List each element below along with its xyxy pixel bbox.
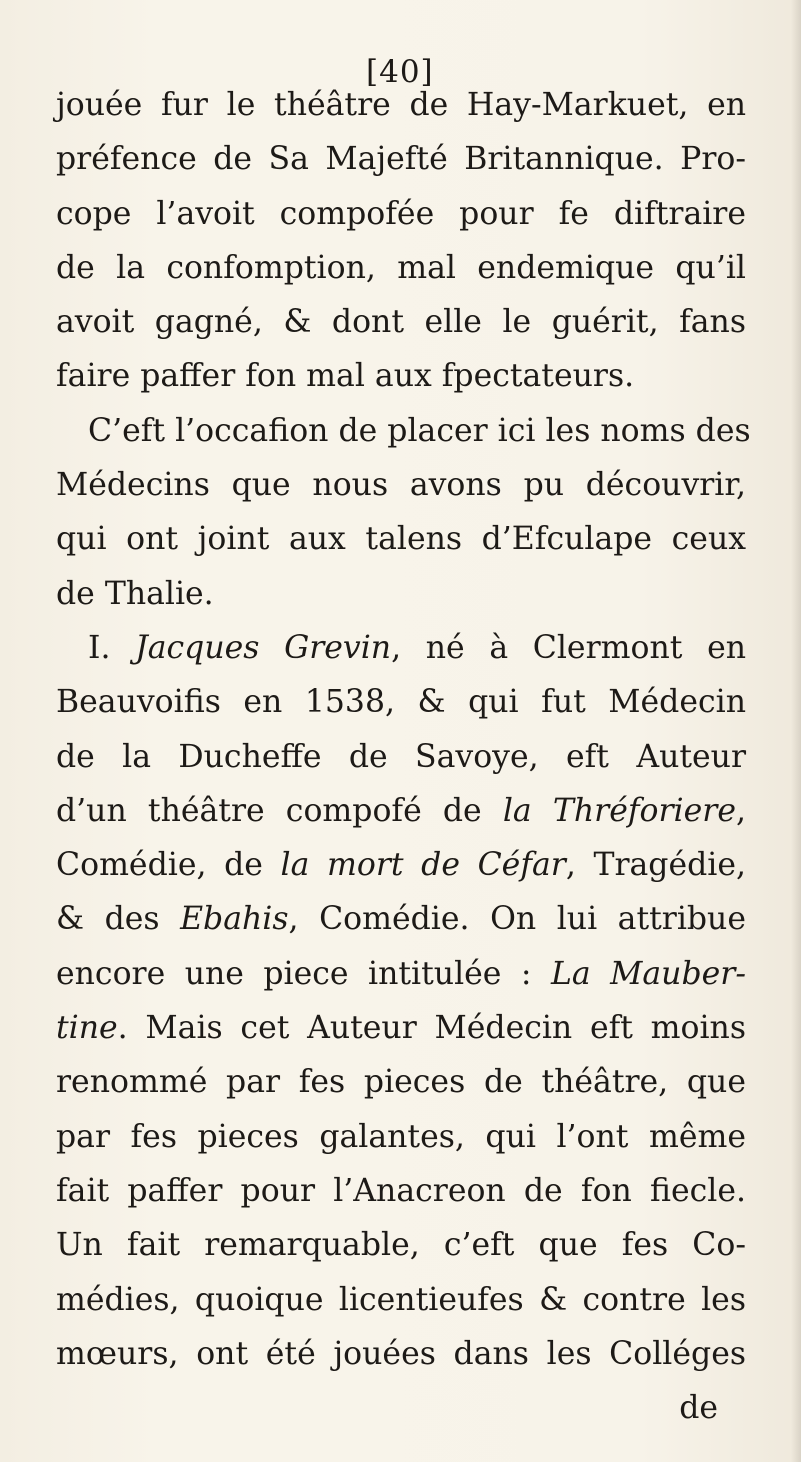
text-line: faire paffer fon mal aux fpectateurs. [56,358,635,395]
text-line [56,784,746,838]
text-line [56,1001,746,1055]
text-run: . Mais cet Auteur Médecin eft moins [117,1010,746,1047]
work-title: tine [56,1010,118,1047]
text-line: par fes pieces galantes, qui l’ont même [56,1118,746,1155]
work-title: La Mauber- [550,955,746,992]
text-line [56,838,746,892]
text-run: I. [88,629,136,666]
page-number: [40] [366,54,434,90]
text-run: , né à Clermont en [391,629,746,666]
text-run: d’un théâtre compofé de [56,792,503,829]
text-line: de la confomption, mal endemique qu’il [56,249,746,286]
text-run: encore une piece intitulée : [56,955,551,992]
text-line: de la Ducheffe de Savoye, eft Auteur [56,738,746,775]
text-line: cope l’avoit compofée pour fe diftraire [56,195,746,232]
text-line: qui ont joint aux talens d’Efculape ceux [56,521,746,558]
text-line [56,947,746,1001]
text-run: , Comédie. On lui attribue [288,901,746,938]
text-line: jouée fur le théâtre de Hay-Markuet, en [56,87,746,123]
paragraph-start: C’eft l’occafion de placer ici les noms des [88,412,751,449]
text-line: renommé par fes pieces de théâtre, que [56,1064,746,1101]
text-run: , Tragédie, [565,847,746,884]
text-line: avoit gagné, & dont elle le guérit, fans [56,304,746,341]
text-line: de Thalie. [56,575,214,612]
text-line [56,892,746,946]
text-line: fait paffer pour l’Anacreon de fon fiecle. [56,1172,746,1209]
text-line: Un fait remarquable, c’eft que fes Co- [56,1227,746,1264]
text-run: Comédie, de [56,847,281,884]
text-line: médies, quoique licentieufes & contre les [56,1281,746,1318]
work-title: Ebahis [180,901,289,938]
paragraph-start [56,621,746,675]
text-line: mœurs, ont été jouées dans les Colléges [56,1335,746,1372]
text-line: Médecins que nous avons pu découvrir, [56,467,746,504]
work-title: la Thréforiere [502,792,736,829]
text-run: , [735,792,746,829]
work-title: la mort de Céfar [280,847,566,884]
author-name: Jacques Grevin [135,629,392,666]
catchword: de [679,1390,718,1427]
body-text [56,78,751,1435]
page-edge-shadow [791,0,801,1462]
text-run: & des [56,901,181,938]
text-line: préfence de Sa Majefté Britannique. Pro- [56,141,746,178]
text-line: Beauvoifis en 1538, & qui fut Médecin [56,684,746,721]
